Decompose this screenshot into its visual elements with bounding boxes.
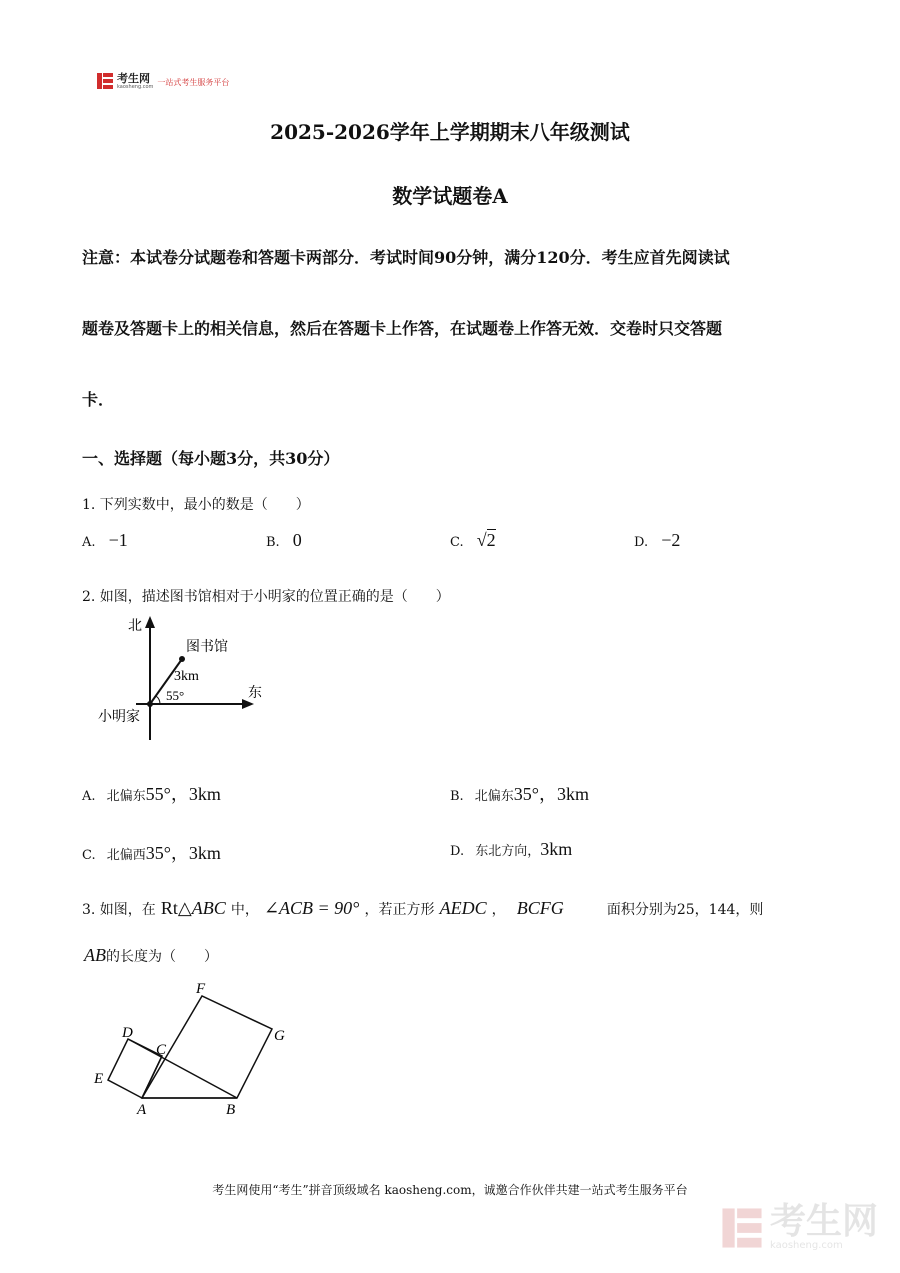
watermark-logo-icon	[720, 1206, 764, 1250]
option-label: C.	[450, 535, 464, 550]
square-aedc	[108, 1039, 162, 1098]
angle-arc	[156, 696, 160, 704]
q2-option-d	[450, 839, 572, 860]
q2-direction-figure	[94, 614, 274, 744]
q3-square-1: AEDC	[439, 898, 487, 918]
q2-option-b	[450, 780, 589, 806]
library-point	[179, 656, 185, 662]
exam-subtitle: 数学试题卷A	[392, 184, 508, 208]
option-value: −1	[108, 530, 128, 550]
label-f: F	[196, 981, 206, 997]
option-value: 55°，3km	[145, 784, 221, 804]
north-label: 北	[128, 619, 142, 634]
option-label: D.	[634, 535, 649, 550]
q3-mid: 中，	[230, 902, 259, 918]
option-label: B.	[266, 535, 280, 550]
north-arrow-icon	[145, 616, 155, 628]
east-label: 东	[248, 686, 262, 701]
q2-option-a	[82, 780, 221, 806]
notice-line-1: 注意：本试卷分试题卷和答题卡两部分．考试时间90分钟，满分120分．考生应首先阅读试	[82, 248, 730, 267]
option-text: 东北方向，	[475, 844, 541, 859]
watermark-name: 考生网	[769, 1201, 878, 1242]
option-text: 北偏西	[106, 848, 146, 863]
q3-ab: AB	[84, 945, 106, 965]
q1-option-d	[634, 530, 680, 551]
option-label: A.	[82, 789, 96, 804]
kaosheng-logo-icon	[96, 72, 114, 90]
q3-rt: Rt△	[160, 898, 192, 918]
option-text: 北偏东	[106, 789, 146, 804]
sqrt-symbol: √	[476, 530, 487, 550]
q3-angle: ∠ACB = 90°	[263, 898, 360, 918]
q3-mid2: ，若正方形	[364, 902, 435, 918]
option-value: 0	[292, 530, 302, 550]
q3-comma: ，	[491, 902, 506, 918]
option-label: D.	[450, 844, 465, 859]
q3-square-2: BCFG	[516, 898, 564, 918]
option-text: 北偏东	[474, 789, 514, 804]
option-label: C.	[82, 848, 96, 863]
option-value: 3km	[540, 839, 573, 859]
q3-tail2: 的长度为（ ）	[106, 949, 218, 965]
option-value: −2	[661, 530, 681, 550]
logo-name: 考生网	[117, 71, 150, 85]
q3-stem-line-1	[82, 898, 763, 919]
q1-option-a	[82, 530, 128, 551]
q1-option-c	[450, 530, 496, 551]
exam-title: 2025-2026学年上学期期末八年级测试	[270, 120, 630, 144]
distance-label: 3km	[174, 669, 199, 684]
q3-prefix: 3. 如图，在	[82, 902, 156, 918]
label-d: D	[122, 1025, 133, 1041]
option-value: 35°，3km	[513, 784, 589, 804]
q2-stem: 2. 如图，描述图书馆相对于小明家的位置正确的是（ ）	[82, 589, 450, 605]
q2-option-c	[82, 839, 221, 865]
option-label: A.	[82, 535, 96, 550]
logo-domain: kaosheng.com	[117, 83, 154, 90]
label-e: E	[94, 1071, 104, 1087]
label-c: C	[156, 1042, 167, 1058]
option-value: 2	[486, 530, 496, 550]
watermark	[720, 1201, 878, 1251]
header-logo	[96, 72, 229, 90]
watermark-domain: kaosheng.com	[769, 1240, 843, 1251]
label-g: G	[274, 1028, 285, 1044]
angle-label: 55°	[166, 688, 185, 703]
logo-slogan: 一站式考生服务平台	[157, 77, 230, 87]
home-label: 小明家	[98, 710, 140, 725]
q1-stem: 1. 下列实数中，最小的数是（ ）	[82, 497, 310, 513]
q3-tail: 面积分别为25，144，则	[606, 902, 764, 918]
q3-squares-figure	[90, 976, 300, 1121]
page-footer: 考生网使用“考生”拼音顶级域名 kaosheng.com，诚邀合作伙伴共建一站式考生服务平台	[212, 1183, 688, 1197]
label-b: B	[226, 1102, 236, 1118]
q1-option-b	[266, 530, 302, 551]
library-label: 图书馆	[186, 640, 228, 655]
section-heading: 一、选择题（每小题3分，共30分）	[82, 449, 340, 468]
q3-stem-line-2	[84, 945, 218, 966]
notice-line-2: 题卷及答题卡上的相关信息，然后在答题卡上作答，在试题卷上作答无效．交卷时只交答题	[82, 319, 723, 338]
q3-triangle: ABC	[191, 898, 226, 918]
home-point	[147, 701, 153, 707]
option-label: B.	[450, 789, 464, 804]
segment-db	[128, 1039, 237, 1098]
label-a: A	[137, 1102, 147, 1118]
option-value: 35°，3km	[145, 843, 221, 863]
notice-line-3: 卡．	[82, 390, 115, 409]
